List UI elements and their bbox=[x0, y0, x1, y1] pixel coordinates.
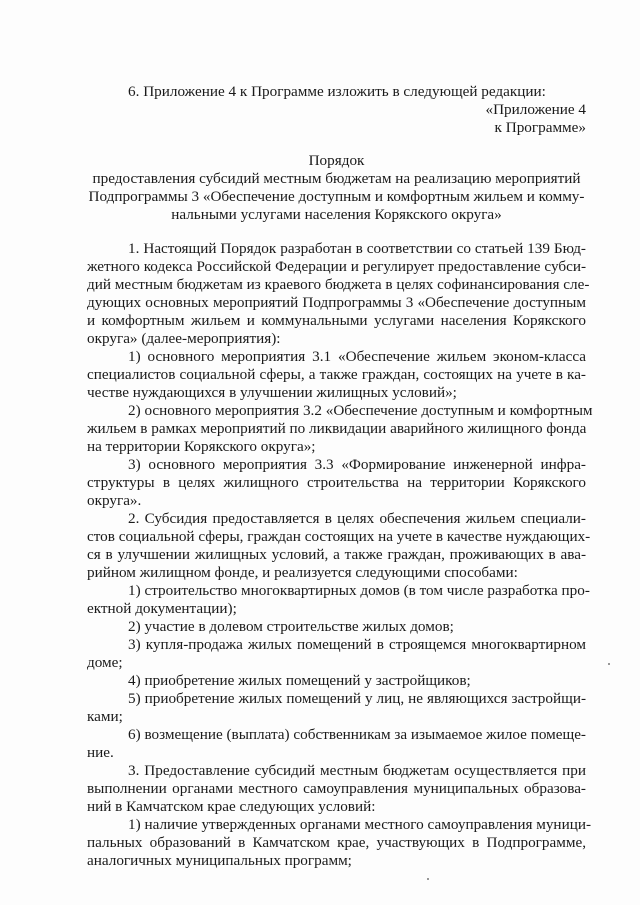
para-1-line-5: и комфортным жильем и коммунальными услугами населения Корякского bbox=[87, 312, 586, 329]
para-3-line-1: 3. Предоставление субсидий местным бюджетам осуществляется при bbox=[128, 762, 586, 779]
method-5-line-2: ками; bbox=[87, 708, 123, 725]
method-1-line-1: 1) строительство многоквартирных домов (в том числе разработка про- bbox=[128, 582, 590, 599]
para-2-line-4: рийном жилищном фонде, и реализуется следующими способами: bbox=[87, 564, 518, 581]
para-1-line-3: дий местным бюджетам из краевого бюджета в целях софинансирования сле- bbox=[87, 276, 590, 293]
item-3-3-line-3: округа». bbox=[87, 492, 142, 509]
item-3-2-line-3: на территории Корякского округа»; bbox=[87, 438, 316, 455]
item-3-3-line-2: структуры в целях жилищного строительства на территории Корякского bbox=[87, 474, 586, 491]
para-2-line-3: ся в улучшении жилищных условий, а также граждан, проживающих в ава- bbox=[87, 546, 586, 563]
title-heading: Порядок bbox=[308, 152, 365, 169]
item-3-2-line-2: жильем в рамках мероприятий по ликвидации аварийного жилищного фонда bbox=[87, 420, 587, 437]
item-3-1-line-2: специалистов социальной сферы, а также граждан, состоящих на учете в ка- bbox=[87, 366, 586, 383]
method-2-line: 2) участие в долевом строительстве жилых домов; bbox=[128, 618, 454, 635]
condition-1-line-3: аналогичных муниципальных программ; bbox=[87, 852, 352, 869]
para-2-line-2: стов социальной сферы, граждан состоящих на учете в качестве нуждающих- bbox=[87, 528, 591, 545]
intro-line: 6. Приложение 4 к Программе изложить в следующей редакции: bbox=[128, 83, 546, 100]
item-3-1-line-1: 1) основного мероприятия 3.1 «Обеспечение жильем эконом-класса bbox=[128, 348, 586, 365]
method-5-line-1: 5) приобретение жилых помещений у лиц, не являющихся застройщи- bbox=[128, 690, 586, 707]
para-1-line-6: округа» (далее-мероприятия): bbox=[87, 330, 281, 347]
para-1-line-1: 1. Настоящий Порядок разработан в соответствии со статьей 139 Бюд- bbox=[128, 240, 586, 257]
scan-speck bbox=[427, 878, 429, 880]
method-4-line: 4) приобретение жилых помещений у застройщиков; bbox=[128, 672, 471, 689]
item-3-3-line-1: 3) основного мероприятия 3.3 «Формирование инженерной инфра- bbox=[128, 456, 586, 473]
item-3-2-line-1: 2) основного мероприятия 3.2 «Обеспечение доступным и комфортным bbox=[128, 402, 593, 419]
para-1-line-2: жетного кодекса Российской Федерации и регулирует предоставление субси- bbox=[87, 258, 586, 275]
method-3-line-2: доме; bbox=[87, 654, 123, 671]
condition-1-line-1: 1) наличие утвержденных органами местного самоуправления муници- bbox=[128, 816, 592, 833]
scan-speck bbox=[608, 663, 610, 665]
method-3-line-1: 3) купля-продажа жилых помещений в строящемся многоквартирном bbox=[128, 636, 586, 653]
para-3-line-2: выполнении органами местного самоуправления муниципальных образова- bbox=[87, 780, 586, 797]
method-6-line-1: 6) возмещение (выплата) собственникам за изымаемое жилое помеще- bbox=[128, 726, 586, 743]
para-1-line-4: дующих основных мероприятий Подпрограммы 3 «Обеспечение доступным bbox=[87, 294, 586, 311]
title-line-3: нальными услугами населения Корякского округа» bbox=[171, 206, 502, 223]
para-2-line-1: 2. Субсидия предоставляется в целях обеспечения жильем специали- bbox=[128, 510, 586, 527]
appendix-ref-line-1: «Приложение 4 bbox=[485, 101, 586, 118]
method-6-line-2: ние. bbox=[87, 744, 114, 761]
title-line-1: предоставления субсидий местным бюджетам на реализацию мероприятий bbox=[92, 170, 581, 187]
title-line-2: Подпрограммы 3 «Обеспечение доступным и комфортным жильем и комму- bbox=[88, 188, 585, 205]
condition-1-line-2: пальных образований в Камчатском крае, участвующих в Подпрограмме, bbox=[87, 834, 586, 851]
method-1-line-2: ектной документации); bbox=[87, 600, 237, 617]
item-3-1-line-3: честве нуждающихся в улучшении жилищных условий»; bbox=[87, 384, 457, 401]
para-3-line-3: ний в Камчатском крае следующих условий: bbox=[87, 798, 376, 815]
appendix-ref-line-2: к Программе» bbox=[494, 119, 586, 136]
